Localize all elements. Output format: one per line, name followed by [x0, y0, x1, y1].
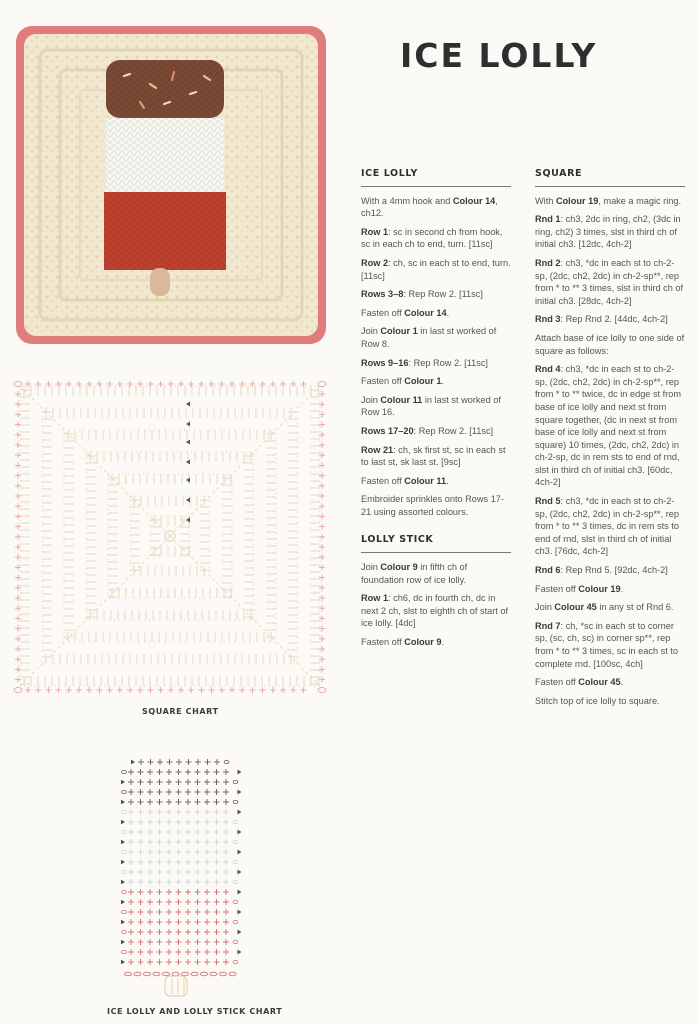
instruction: Stitch top of ice lolly to square.: [535, 695, 660, 706]
instruction: Rnd 6: Rep Rnd 5. [92dc, 4ch-2]: [535, 565, 668, 576]
lolly-stick: [150, 268, 170, 296]
instruction: Rnd 7: ch, *sc in each st to corner sp, (sc, ch, sc) in corner sp**, rep from * to ** 3 times, sc in each st to complete rnd. [100sc, 4ch]: [535, 620, 678, 669]
instruction: Fasten off Colour 14.: [361, 307, 450, 318]
ice-lolly-square-photo: [14, 24, 328, 346]
instruction: Join Colour 1 in last st worked of Row 8.: [361, 326, 497, 349]
instruction: Fasten off Colour 9.: [361, 637, 445, 648]
instruction: Rnd 4: ch3, *dc in each st to ch-2-sp, (2dc, ch2, 2dc) in ch-2-sp**, rep from * to ** twice, dc in edge st from base of ice lolly and next st from square together, (dc in next st from base of ice lolly and next st from square) 10 times, (2dc, ch2, 2dc) in ch-2-sp, dc in rem sts to end of rnd, slst in third ch of initial ch3. [60dc, 4ch-2]: [535, 364, 682, 488]
lolly-chart-stick: [165, 976, 187, 996]
instruction: Row 2: ch, sc in each st to end, turn. [11sc]: [361, 257, 511, 281]
ice-lolly-square-illustration: [14, 24, 328, 346]
square-heading: SQUARE: [535, 168, 685, 187]
square-chart: [10, 374, 330, 698]
ice-lolly-chart-caption: ICE LOLLY AND LOLLY STICK CHART: [107, 1007, 283, 1016]
square-chart-graphic: [10, 374, 330, 698]
instruction: Fasten off Colour 45.: [535, 677, 624, 688]
instruction: Rnd 3: Rep Rnd 2. [44dc, 4ch-2]: [535, 314, 668, 325]
instruction: Row 1: ch6, dc in fourth ch, dc in next 2 ch, slst to eighth ch of start of ice lolly. [4dc]: [361, 593, 509, 629]
square-chart-join-markers: [186, 402, 190, 523]
instruction: Rnd 5: ch3, *dc in each st to ch-2-sp, (2dc, ch2, 2dc) in ch-2-sp**, rep from * to ** 3 times, dc in rem sts to end of rnd, slst in third ch of initial ch3. [76dc, 4ch-2]: [535, 496, 680, 557]
square-chart-caption: SQUARE CHART: [142, 707, 219, 716]
ice-lolly-chart: [108, 756, 248, 998]
instruction: Rows 9–16: Rep Row 2. [11sc]: [361, 357, 488, 368]
instruction: Attach base of ice lolly to one side of square as follows:: [535, 332, 685, 356]
instruction: With a 4mm hook and Colour 14, ch12.: [361, 195, 498, 219]
ice-lolly-instructions: [361, 168, 511, 655]
instruction: Fasten off Colour 19.: [535, 583, 624, 594]
square-chart-stitches: [20, 386, 320, 686]
square-instructions: [535, 168, 685, 713]
instruction: Row 21: ch, sk first st, sc in each st to last st, sk last st. [9sc]: [361, 444, 506, 468]
ice-lolly-heading: ICE LOLLY: [361, 168, 511, 187]
lolly-chart-stitches: [121, 759, 242, 976]
square-chart-border: [14, 381, 326, 693]
instruction: Join Colour 45 in any st of Rnd 6.: [535, 602, 674, 613]
instruction: Embroider sprinkles onto Rows 17-21 using assorted colours.: [361, 494, 504, 517]
instruction: Fasten off Colour 11.: [361, 475, 449, 486]
instruction: Row 1: sc in second ch from hook, sc in each ch to end, turn. [11sc]: [361, 226, 503, 250]
instruction: Join Colour 11 in last st worked of Row 16.: [361, 394, 501, 418]
page-title: ICE LOLLY: [400, 36, 598, 75]
instruction: With Colour 19, make a magic ring.: [535, 195, 682, 206]
instruction: Join Colour 9 in fifth ch of foundation row of ice lolly.: [361, 562, 468, 585]
instruction: Rnd 1: ch3, 2dc in ring, ch2, (3dc in ring, ch2) 3 times, slst in third ch of initial ch3. [12dc, 4ch-2]: [535, 214, 681, 250]
lolly-stick-heading: LOLLY STICK: [361, 534, 511, 553]
instruction: Rows 3–8: Rep Row 2. [11sc]: [361, 289, 483, 300]
instruction: Rows 17–20: Rep Row 2. [11sc]: [361, 425, 494, 436]
instruction: Fasten off Colour 1.: [361, 376, 445, 387]
instruction: Rnd 2: ch3, *dc in each st to ch-2-sp, (2dc, ch2, 2dc) in ch-2-sp**, rep from * to ** 3 times, slst in third ch of initial ch3. [28dc, 4ch-2]: [535, 257, 684, 306]
ice-lolly-chart-graphic: [108, 756, 248, 998]
